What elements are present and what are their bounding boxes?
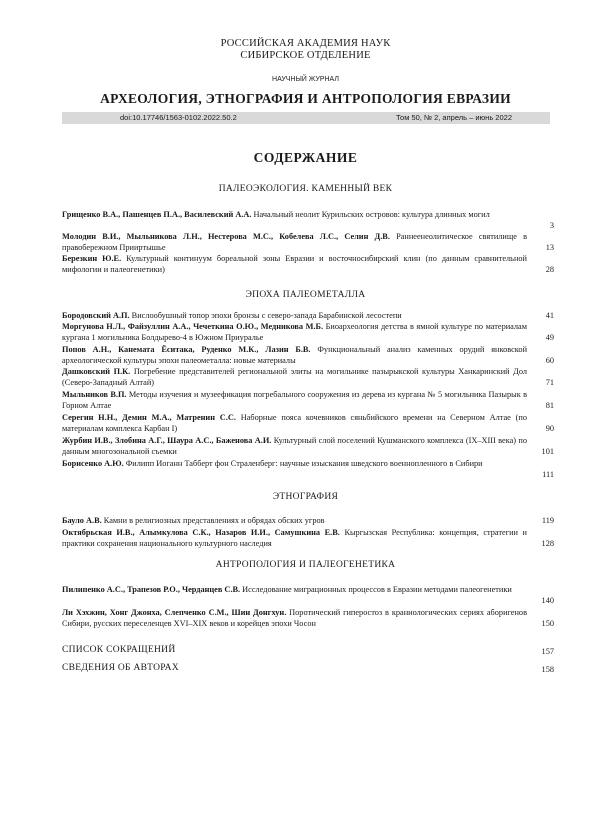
entry-authors: Попов А.Н., Канемата Ёситака, Руденко М.К., Лазин Б.В. bbox=[62, 345, 311, 354]
entry-authors: Октябрьская И.В., Алымкулова С.К., Назаров И.И., Самушкина Е.В. bbox=[62, 528, 340, 537]
entry-page: 101 bbox=[541, 447, 554, 456]
entry-authors: Молодин В.И., Мыльникова Л.Н., Нестерова М.С., Кобелева Л.С., Селин Д.В. bbox=[62, 232, 390, 241]
entry-page: 119 bbox=[541, 516, 554, 525]
entry-authors: Дашковский П.К. bbox=[62, 367, 131, 376]
entry-authors: Журбин И.В., Злобина А.Г., Шаура А.С., Баженова А.И. bbox=[62, 436, 272, 445]
entry-page: 71 bbox=[545, 378, 554, 387]
entry-page: 90 bbox=[545, 424, 554, 433]
entry-title: Начальный неолит Курильских островов: культура длинных могил bbox=[253, 210, 490, 219]
entry-page: 81 bbox=[545, 401, 554, 410]
entry-authors: Мыльников В.П. bbox=[62, 390, 127, 399]
section-title: ЭТНОГРАФИЯ bbox=[272, 492, 339, 502]
entry-page: 3 bbox=[549, 221, 554, 230]
entry-authors: Ли Хэхжин, Хонг Джонха, Слепченко С.М., Шин Донгхун. bbox=[62, 608, 287, 617]
entry-title: Вислообушный топор эпохи бронзы с северо-запада Барабинской лесостепи bbox=[131, 311, 402, 320]
academy-name: РОССИЙСКАЯ АКАДЕМИЯ НАУК bbox=[220, 38, 391, 49]
journal-label: НАУЧНЫЙ ЖУРНАЛ bbox=[272, 76, 339, 83]
entry-title: Методы изучения и музеефикация погребального сооружения из дерева из кургана № 5 могильника Пазырык в Горном Алтае bbox=[62, 390, 528, 410]
entry-page: 150 bbox=[541, 619, 554, 628]
authors-info-link: СВЕДЕНИЯ ОБ АВТОРАХ bbox=[62, 663, 179, 673]
entry-title: Культурный слой поселений Кушманского комплекса (IX–XIII века) по данным многозональной съемки bbox=[62, 436, 528, 456]
issue-info-bar bbox=[62, 112, 550, 124]
toc-entry bbox=[62, 232, 527, 253]
volume-info: Том 50, № 2, апрель – июнь 2022 bbox=[396, 113, 512, 122]
abbreviations-link: СПИСОК СОКРАЩЕНИЙ bbox=[62, 645, 176, 655]
entry-page: 13 bbox=[545, 243, 554, 252]
toc-entry bbox=[62, 345, 527, 366]
contents-title: СОДЕРЖАНИЕ bbox=[253, 150, 358, 165]
entry-title: Наборные пояса кочевников сяньбийского времени на Северном Алтае (по материалам комплекса Карбан I) bbox=[62, 413, 528, 433]
toc-entry bbox=[62, 210, 527, 221]
entry-authors: Бородовский А.П. bbox=[62, 311, 130, 320]
toc-entry bbox=[62, 459, 527, 470]
toc-entry bbox=[62, 311, 527, 322]
entry-authors: Грищенко В.А., Пашенцев П.А., Василевский А.А. bbox=[62, 210, 252, 219]
toc-entry bbox=[62, 390, 527, 411]
authors-info-page: 158 bbox=[541, 665, 554, 674]
toc-entry bbox=[62, 367, 527, 388]
toc-entry bbox=[62, 585, 527, 596]
entry-title: Камни в религиозных представлениях и обрядах обских угров bbox=[103, 516, 325, 525]
entry-authors: Борисенко А.Ю. bbox=[62, 459, 124, 468]
entry-title: Филипп Иоганн Табберт фон Страленберг: научные изыскания шведского военнопленного в Сибири bbox=[125, 459, 483, 468]
toc-entry bbox=[62, 436, 527, 457]
entry-title: Биоархеология детства в ямной культуре по материалам кургана 1 могильника Болдырево-4 в Южном Приуралье bbox=[62, 322, 527, 342]
entry-title: Функциональный анализ каменных орудий янковской археологической культуры эпохи палеометалла: новые материалы bbox=[62, 345, 528, 365]
toc-entry bbox=[62, 608, 527, 629]
entry-page: 60 bbox=[545, 356, 554, 365]
entry-authors: Пилипенко А.С., Трапезов Р.О., Черданцев С.В. bbox=[62, 585, 241, 594]
section-title: АНТРОПОЛОГИЯ И ПАЛЕОГЕНЕТИКА bbox=[215, 560, 396, 570]
entry-page: 140 bbox=[541, 596, 554, 605]
section-title: ПАЛЕОЭКОЛОГИЯ. КАМЕННЫЙ ВЕК bbox=[218, 184, 393, 194]
entry-page: 128 bbox=[541, 539, 554, 548]
entry-page: 49 bbox=[545, 333, 554, 342]
entry-page: 41 bbox=[545, 311, 554, 320]
entry-authors: Моргунова Н.Л., Файзуллин А.А., Чечеткина О.Ю., Медникова М.Б. bbox=[62, 322, 324, 331]
toc-entry bbox=[62, 254, 527, 275]
toc-entry bbox=[62, 516, 527, 527]
doi: doi:10.17746/1563-0102.2022.50.2 bbox=[120, 113, 237, 122]
entry-title: Поротический гиперостоз в краниологических сериях аборигенов Сибири, русских переселенцев XVI–XIX веков и корейцев эпохи Чосон bbox=[62, 608, 527, 628]
entry-page: 28 bbox=[545, 265, 554, 274]
entry-authors: Серегин Н.Н., Демин М.А., Матренин С.С. bbox=[62, 413, 236, 422]
abbreviations-page: 157 bbox=[541, 647, 554, 656]
entry-title: Исследование миграционных процессов в Евразии методами палеогенетики bbox=[242, 585, 512, 594]
toc-entry bbox=[62, 322, 527, 343]
branch-name: СИБИРСКОЕ ОТДЕЛЕНИЕ bbox=[240, 50, 371, 61]
toc-entry bbox=[62, 413, 527, 434]
entry-authors: Бауло А.В. bbox=[62, 516, 102, 525]
journal-title: АРХЕОЛОГИЯ, ЭТНОГРАФИЯ И АНТРОПОЛОГИЯ ЕВРАЗИИ bbox=[100, 91, 511, 106]
entry-page: 111 bbox=[542, 470, 554, 479]
entry-title: Культурный континуум бореальной зоны Евразии и восточносибирский клин (по данным сравнительной мифологии и палеогенетики) bbox=[62, 254, 527, 274]
entry-title: Погребение представителей региональной элиты на могильнике пазырыкской культуры Ханкаринский Дол (Северо-Западный Алтай) bbox=[62, 367, 527, 387]
entry-authors: Березкин Ю.Е. bbox=[62, 254, 122, 263]
section-title: ЭПОХА ПАЛЕОМЕТАЛЛА bbox=[245, 290, 366, 300]
entry-title: Кыргызская Республика: концепция, стратегии и практики сохранения национального культурного наследия bbox=[62, 528, 527, 548]
entry-title: Раннеенеолитическое святилище в правобережном Прииртышье bbox=[62, 232, 528, 252]
toc-entry bbox=[62, 528, 527, 549]
